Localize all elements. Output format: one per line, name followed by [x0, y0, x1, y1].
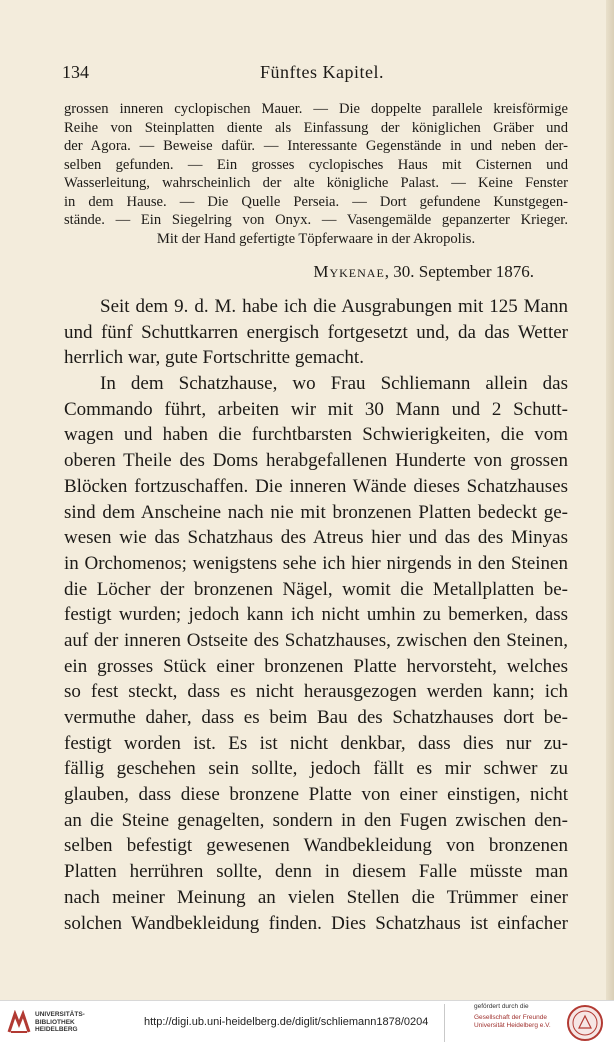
footer-divider	[444, 1004, 445, 1042]
body-line: sind dem Anscheine nach nie mit bronzenen Platten bedeckt ge-	[64, 501, 568, 523]
body-line: oberen Theile des Doms herabgefallenen Hunderte von grossen	[64, 450, 568, 472]
body-line: fällig geschehen sein sollte, jedoch fällt es mir schwer zu	[64, 758, 568, 780]
body-line: an die Steine genagelten, sondern in den Fugen zwischen den-	[64, 809, 568, 831]
page-number: 134	[62, 62, 89, 82]
summary-line: in dem Hause. — Die Quelle Perseia. — Dort gefundene Kunstgegen-	[64, 193, 568, 210]
summary-line: selben gefunden. — Ein grosses cyclopisches Haus mit Cisternen und	[64, 156, 568, 173]
dateline-place: Mykenae	[313, 262, 385, 281]
body-line: auf der inneren Ostseite des Schatzhauses, zwischen den Steinen,	[64, 629, 568, 651]
library-name: UNIVERSITÄTS- BIBLIOTHEK HEIDELBERG	[35, 1011, 85, 1033]
body-line: selben befestigt gewesenen Wandbekleidung von bronzenen	[64, 835, 568, 857]
university-seal-icon[interactable]	[566, 1004, 604, 1042]
summary-line: grossen inneren cyclopischen Mauer. — Die doppelte parallele kreisförmige	[64, 101, 568, 117]
summary-line: Mit der Hand gefertigte Töpferwaare in der Akropolis.	[156, 230, 476, 247]
dateline-date: , 30. September 1876.	[384, 262, 534, 281]
body-line: wagen und haben die furchtbarsten Schwierigkeiten, die vom	[64, 424, 568, 446]
summary-line: stände. — Ein Siegelring von Onyx. — Vasengemälde gepanzerter Krieger.	[64, 212, 568, 228]
summary-line: Reihe von Steinplatten diente als Einfassung der königlichen Gräber und	[64, 119, 568, 136]
dateline	[64, 262, 534, 282]
body-line: Blöcken fortzuschaffen. Die inneren Wände dieses Schatzhauses	[64, 475, 568, 497]
body-line: Platten herrühren sollte, denn in diesem Falle müsste man	[64, 861, 568, 883]
body-line: solchen Wandbekleidung finden. Dies Schatzhaus ist einfacher	[64, 912, 568, 934]
body-line: In dem Schatzhause, wo Frau Schliemann allein das	[100, 373, 568, 395]
funded-by-label: gefördert durch die	[474, 1003, 529, 1010]
body-line: so fest steckt, dass es nicht herausgezogen werden kann; ich	[64, 681, 568, 703]
body-line: herrlich war, gute Fortschritte gemacht.	[64, 347, 364, 369]
body-line: ein grosses Stück einer bronzenen Platte hervorsteht, welches	[64, 655, 568, 677]
summary-line: Wasserleitung, wahrscheinlich der alte königliche Palast. — Keine Fenster	[64, 175, 568, 191]
viewer-footer	[0, 1000, 614, 1045]
chapter-summary	[64, 100, 568, 248]
page-edge	[606, 0, 614, 1000]
body-line: nach meiner Meinung an vielen Stellen die Trümmer einer	[64, 886, 568, 908]
library-logo-icon[interactable]	[6, 1010, 32, 1036]
running-head: Fünftes Kapitel.	[260, 62, 384, 82]
body-line: in Orchomenos; wenigstens sehe ich hier nirgends in den Steinen	[64, 552, 568, 574]
body-line: festigt worden ist. Es ist nicht denkbar, dass dies nur zu-	[64, 732, 568, 754]
summary-line: der Agora. — Beweise dafür. — Interessante Gegenstände in und neben der-	[64, 138, 568, 154]
body-line: Commando führt, arbeiten wir mit 30 Mann und 2 Schutt-	[64, 398, 568, 420]
body-line: die Löcher der bronzenen Nägel, womit die Metallplatten be-	[64, 578, 568, 600]
body-line: vermuthe daher, dass es beim Bau des Schatzhauses dort be-	[64, 707, 568, 728]
body-line: Seit dem 9. d. M. habe ich die Ausgrabungen mit 125 Mann	[100, 296, 568, 317]
page-header	[62, 62, 582, 84]
permalink-url[interactable]: http://digi.ub.uni-heidelberg.de/diglit/schliemann1878/0204	[144, 1016, 429, 1028]
body-line: wesen wie das Schatzhaus des Atreus hier und das des Minyas	[64, 527, 568, 549]
body-line: und fünf Schuttkarren energisch fortgesetzt und, da das Wetter	[64, 321, 568, 343]
body-text	[64, 294, 568, 936]
society-name[interactable]: Gesellschaft der Freunde Universität Heidelberg e.V.	[474, 1014, 551, 1029]
body-line: glauben, dass diese bronzene Platte von einer einstigen, nicht	[64, 784, 568, 806]
body-line: festigt wurden; jedoch kann ich nicht umhin zu bemerken, dass	[64, 604, 568, 626]
